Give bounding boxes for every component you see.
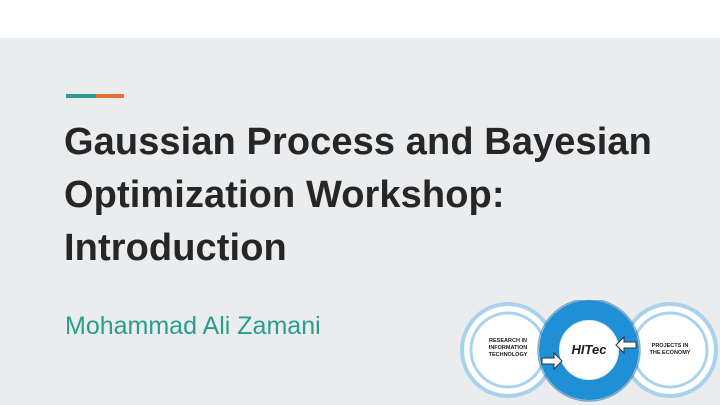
accent-teal-segment	[66, 94, 96, 98]
logo-right-text-1: PROJECTS IN	[651, 343, 689, 349]
top-whitespace	[0, 0, 720, 38]
slide-title-line-2: Optimization Workshop:	[64, 174, 505, 216]
logo-center-text: HITec	[571, 342, 607, 357]
slide-title	[64, 116, 704, 275]
logo-left-text-3: TECHNOLOGY	[488, 352, 528, 358]
author-name: Mohammad Ali Zamani	[65, 312, 321, 340]
logo-right-text-2: THE ECONOMY	[649, 350, 691, 356]
slide-title-line-3: Introduction	[64, 227, 287, 269]
logo-left-text-2: INFORMATION	[488, 345, 528, 351]
hitec-logo	[458, 300, 720, 405]
logo-left-text-1: RESEARCH IN	[489, 338, 527, 344]
slide-title-line-1: Gaussian Process and Bayesian	[64, 121, 652, 163]
presentation-slide	[0, 38, 720, 405]
title-accent-line	[66, 94, 124, 98]
hitec-logo-graphic	[458, 300, 720, 405]
accent-orange-segment	[96, 94, 124, 98]
